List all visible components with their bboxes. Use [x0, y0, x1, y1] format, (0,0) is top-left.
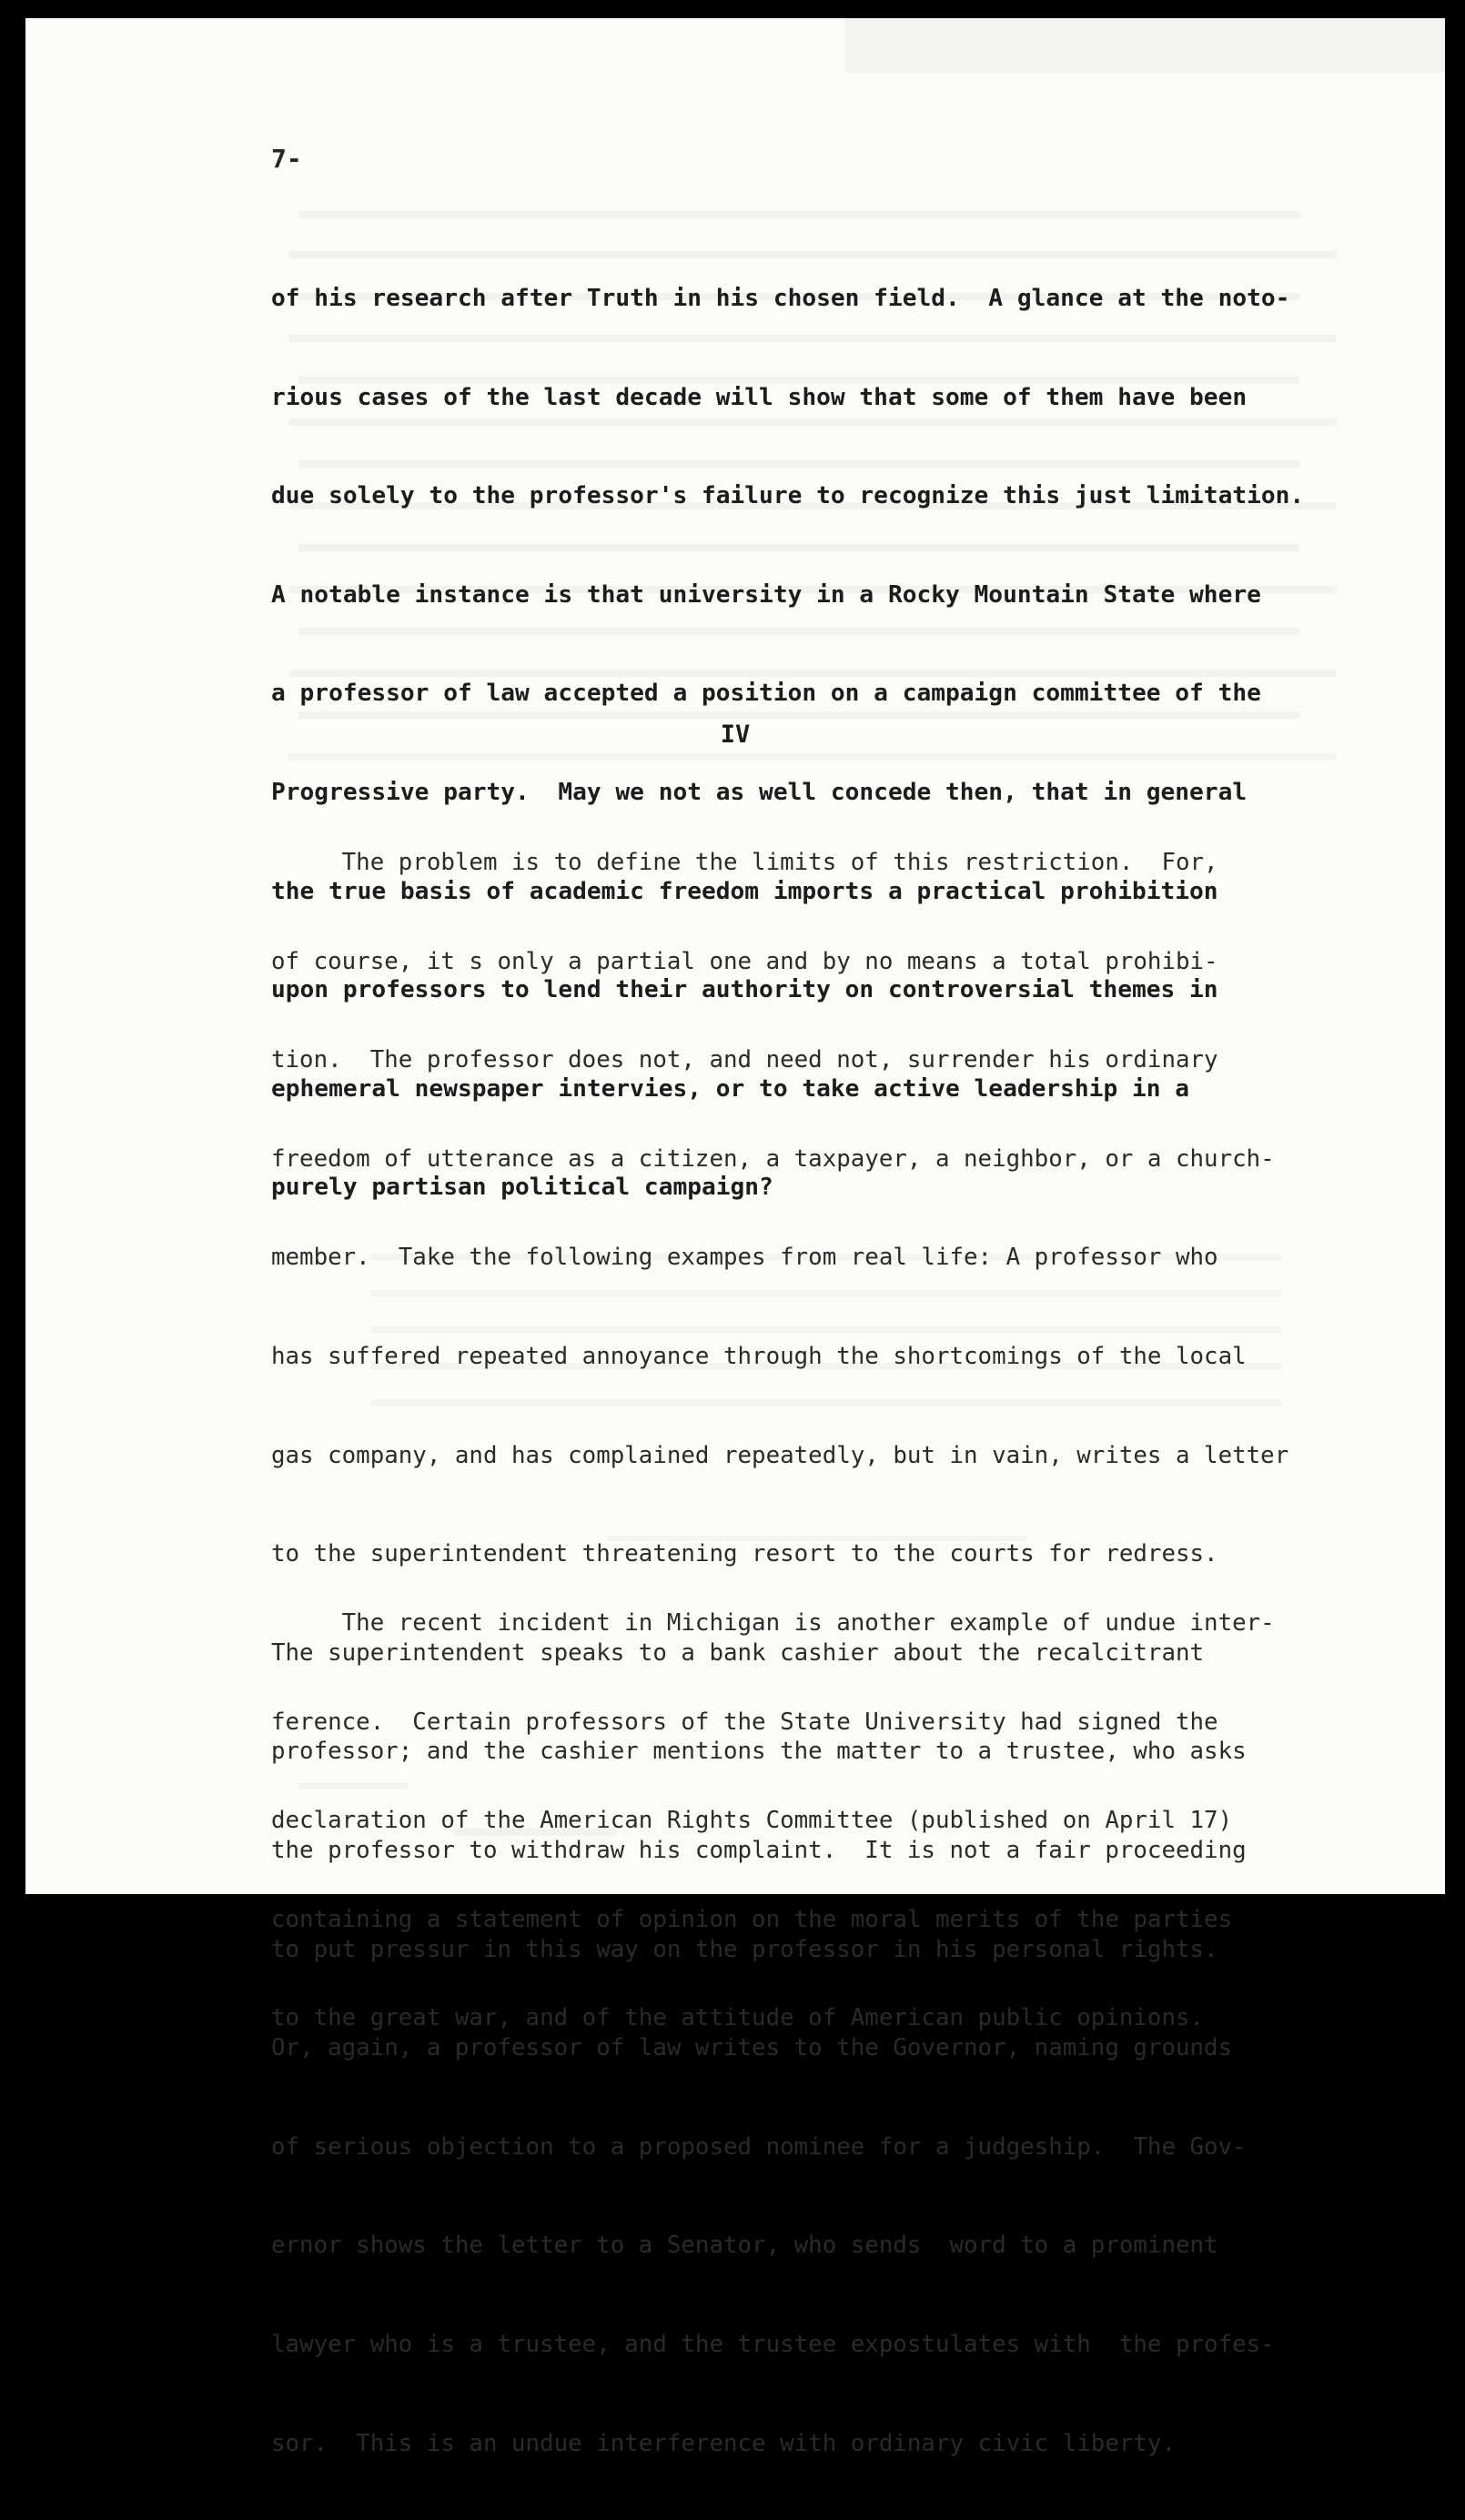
text-line: upon professors to lend their authority on controversial themes in — [271, 976, 1218, 1004]
text-line: of course, it s only a partial one and by no means a total prohibi- — [271, 947, 1218, 975]
text-line: member. Take the following exampes from real life: A professor who — [271, 1244, 1218, 1272]
text-line: The problem is to define the limits of this restriction. For, — [271, 849, 1218, 876]
text-line: to the superintendent threatening resort to the courts for redress. — [271, 1540, 1218, 1568]
page-number: 7- — [271, 144, 302, 174]
text-line: freedom of utterance as a citizen, a taxpayer, a neighbor, or a church- — [271, 1144, 1275, 1173]
text-line: tion. The professor does not, and need not, surrender his ordinary — [271, 1046, 1218, 1074]
text-line: to the great war, and of the attitude of American public opinions. — [271, 2004, 1205, 2032]
text-line: of serious objection to a proposed nominee for a judgeship. The Gov- — [271, 2132, 1247, 2161]
text-line: has suffered repeated annoyance through the shortcomings of the local — [271, 1342, 1247, 1370]
text-line: The superintendent speaks to a bank cashier about the recalcitrant — [271, 1638, 1205, 1667]
text-line: of his research after Truth in his chosen field. A glance at the noto- — [271, 285, 1290, 312]
text-line: to put pressur in this way on the professor in his personal rights. — [271, 1935, 1218, 1963]
text-line: the true basis of academic freedom imports a practical prohibition — [271, 877, 1218, 905]
text-line: containing a statement of opinion on the moral merits of the parties — [271, 1905, 1233, 1933]
text-line: lawyer who is a trustee, and the trustee expostulates with the profes- — [271, 2330, 1275, 2358]
paragraph-3 — [271, 1547, 1275, 2095]
text-line: professor; and the cashier mentions the matter to a trustee, who asks — [271, 1738, 1247, 1766]
text-line: The recent incident in Michigan is another example of undue inter- — [271, 1609, 1275, 1637]
text-line: due solely to the professor's failure to recognize this just limitation. — [271, 482, 1305, 510]
document-page — [25, 18, 1445, 2457]
text-line: purely partisan political campaign? — [271, 1174, 773, 1202]
text-line: Progressive party. May we not as well concede then, that in general — [271, 778, 1248, 806]
section-heading: IV — [720, 721, 751, 749]
text-line: a professor of law accepted a position on a campaign committee of the — [271, 680, 1261, 708]
text-line: gas company, and has complained repeatedly, but in vain, writes a letter — [271, 1441, 1289, 1469]
text-line: declaration of the American Rights Committee (published on April 17) — [271, 1807, 1233, 1835]
text-line: A notable instance is that university in a Rocky Mountain State where — [271, 580, 1261, 609]
text-line: ephemeral newspaper intervies, or to take active leadership in a — [271, 1074, 1190, 1103]
text-line: the professor to withdraw his complaint. It is not a fair proceeding — [271, 1836, 1247, 1864]
text-line: ference. Certain professors of the State University had signed the — [271, 1708, 1218, 1736]
text-line: rious cases of the last decade will show that some of them have been — [271, 383, 1248, 411]
text-line: Or, again, a professor of law writes to the Governor, naming grounds — [271, 2034, 1233, 2062]
text-line: sor. This is an undue interference with ordinary civic liberty. — [271, 2429, 1176, 2457]
text-line: ernor shows the letter to a Senator, who sends word to a prominent — [271, 2232, 1218, 2260]
